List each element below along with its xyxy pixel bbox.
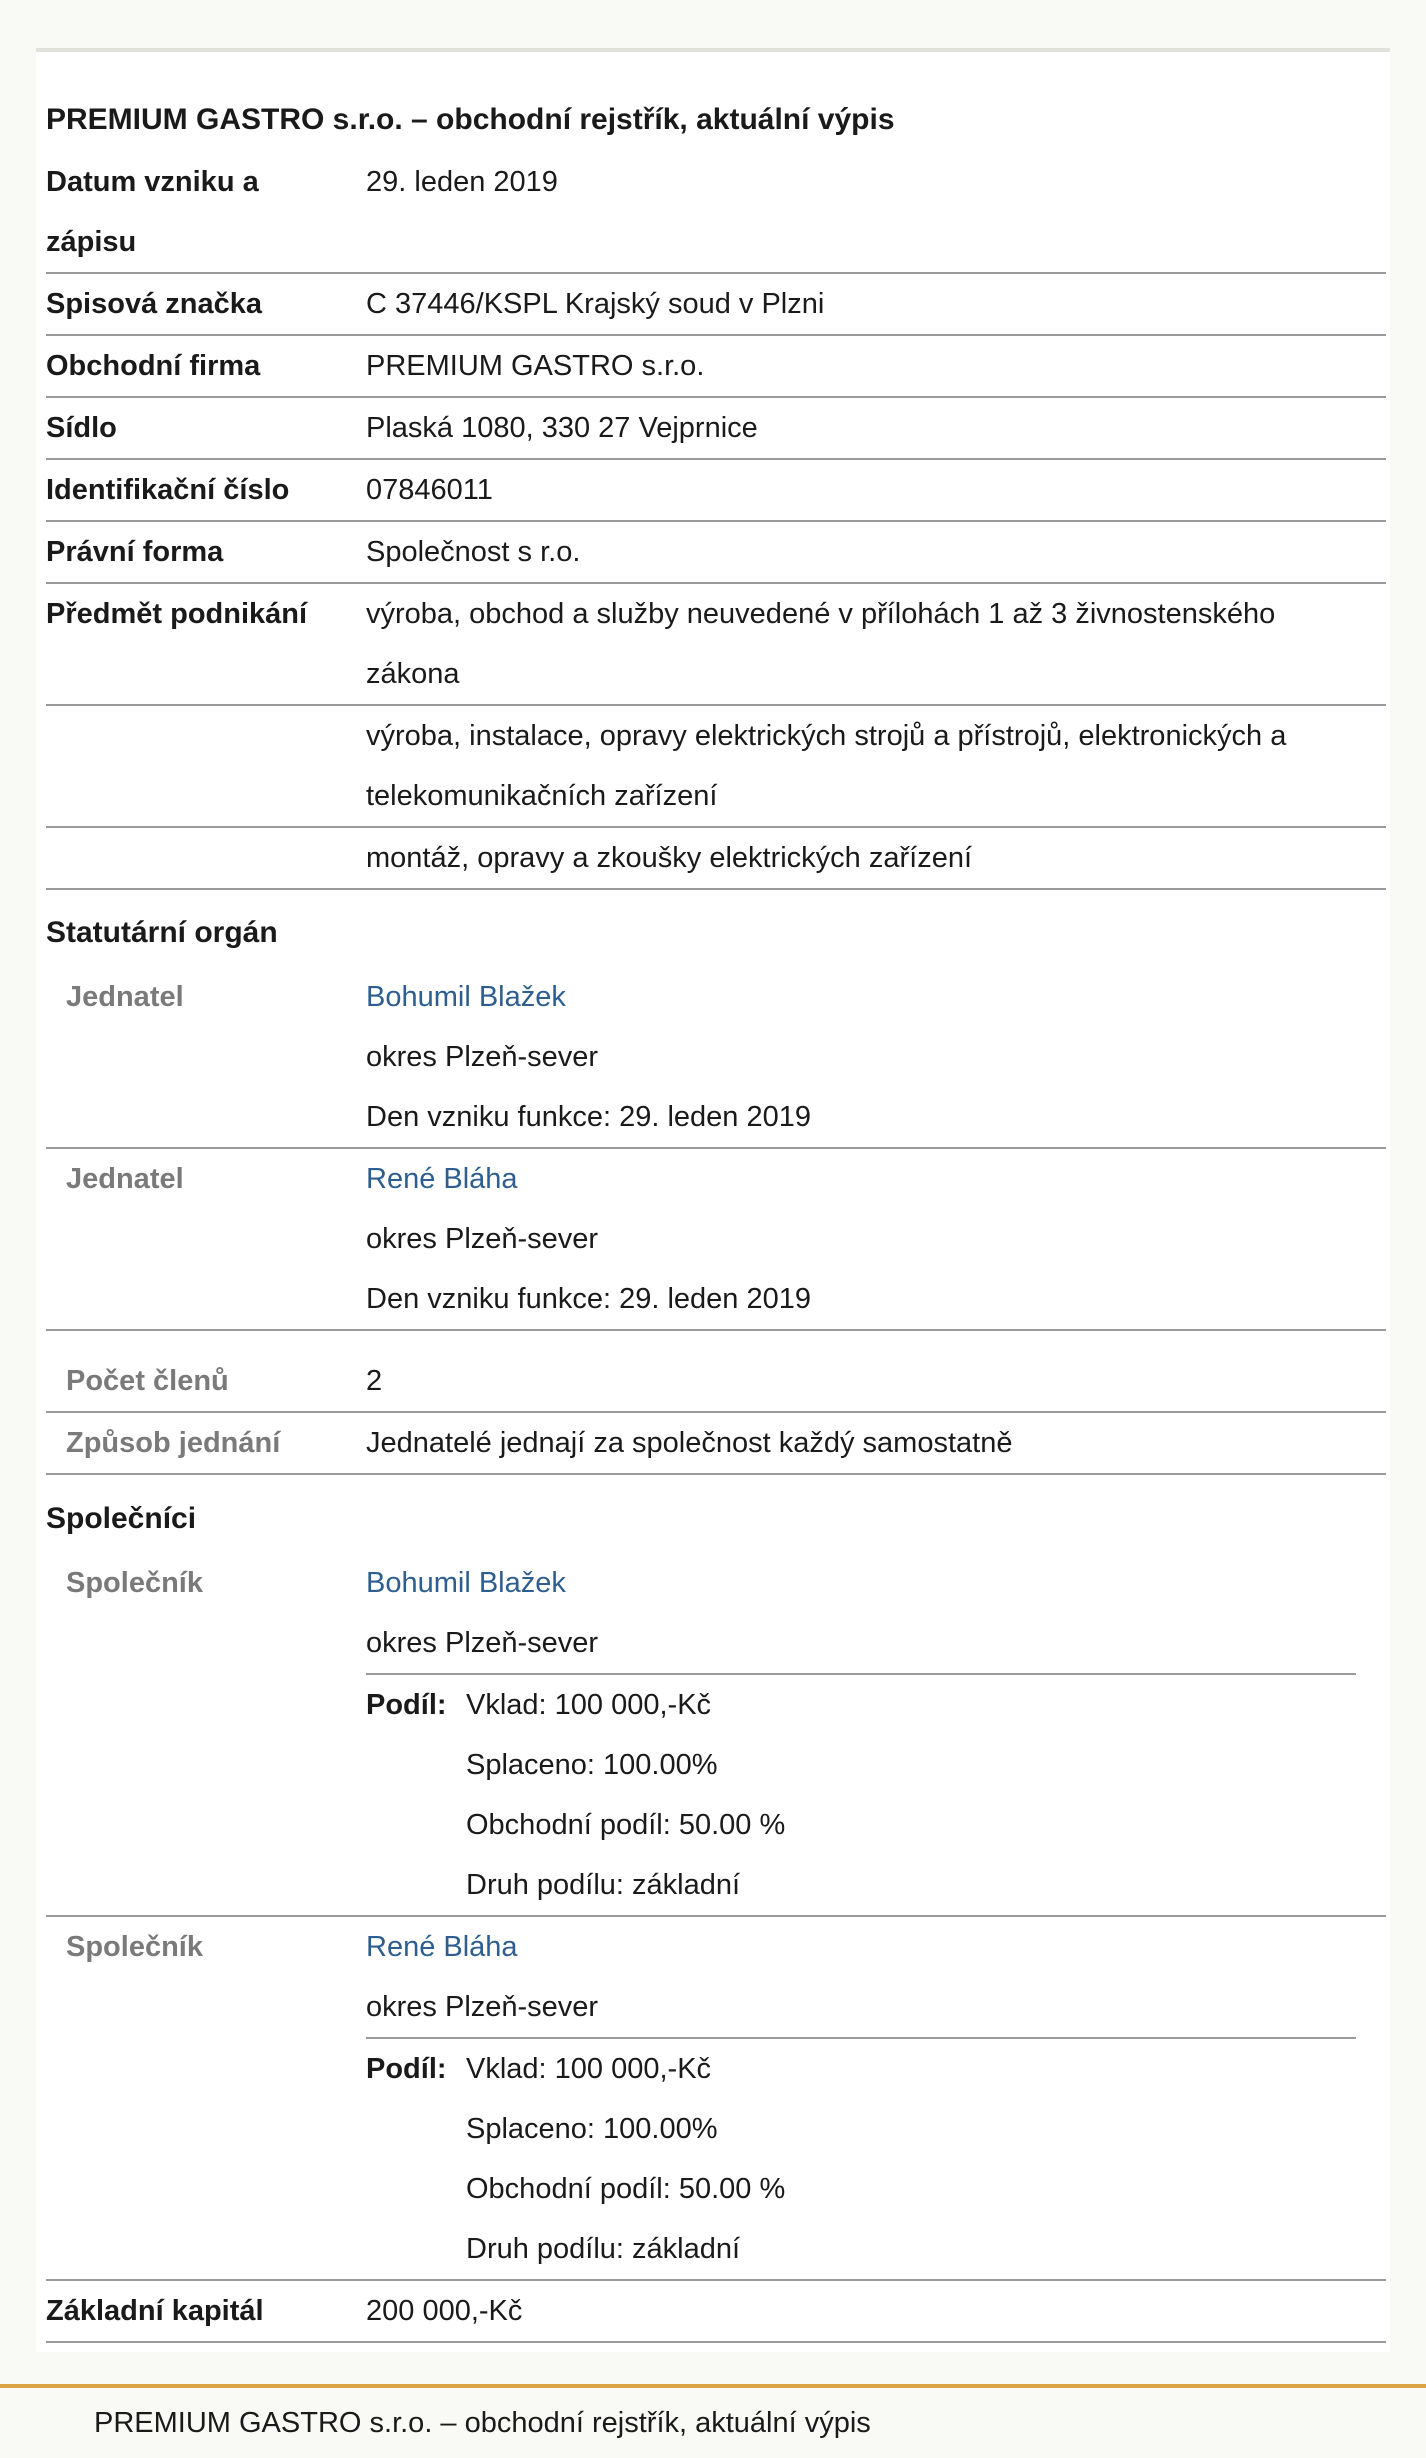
- zpusob-jednani-value: Jednatelé jednají za společnost každý samostatně: [366, 1427, 1013, 1459]
- datum-value: 29. leden 2019: [366, 166, 558, 198]
- statutarni-heading: Statutární orgán: [46, 916, 278, 949]
- footer-divider: [0, 2384, 1426, 2388]
- divider: [46, 520, 1386, 522]
- kapital-label: Základní kapitál: [46, 2295, 264, 2327]
- podil-vklad: Vklad: 100 000,-Kč: [466, 1689, 712, 1721]
- jednatel-district: okres Plzeň-sever: [366, 1223, 599, 1255]
- divider: [46, 1329, 1386, 1331]
- firma-label: Obchodní firma: [46, 350, 261, 382]
- spolecnik-label: Společník: [66, 1567, 203, 1599]
- spisova-value: C 37446/KSPL Krajský soud v Plzni: [366, 288, 825, 320]
- firma-value: PREMIUM GASTRO s.r.o.: [366, 350, 705, 382]
- podil-druh: Druh podílu: základní: [466, 1869, 741, 1901]
- sidlo-value: Plaská 1080, 330 27 Vejprnice: [366, 412, 758, 444]
- datum-label-1: Datum vzniku a: [46, 166, 259, 198]
- spolecnik-district: okres Plzeň-sever: [366, 1627, 599, 1659]
- spolecnik-name-link[interactable]: Bohumil Blažek: [366, 1567, 566, 1599]
- spolecnici-heading: Společníci: [46, 1502, 197, 1535]
- spolecnik-name-link[interactable]: René Bláha: [366, 1931, 518, 1963]
- divider: [46, 1915, 1386, 1917]
- page-title: PREMIUM GASTRO s.r.o. – obchodní rejstřík, aktuální výpis: [46, 103, 895, 136]
- predmet-item-2-line-2: telekomunikačních zařízení: [366, 780, 718, 812]
- predmet-item-3: montáž, opravy a zkoušky elektrických zařízení: [366, 842, 973, 874]
- pocet-clenu-value: 2: [366, 1365, 383, 1397]
- jednatel-since: Den vzniku funkce: 29. leden 2019: [366, 1101, 811, 1133]
- jednatel-name-link[interactable]: Bohumil Blažek: [366, 981, 566, 1013]
- zpusob-jednani-label: Způsob jednání: [66, 1427, 281, 1459]
- ico-value: 07846011: [366, 474, 493, 506]
- podil-splaceno: Splaceno: 100.00%: [466, 2113, 718, 2145]
- forma-label: Právní forma: [46, 536, 224, 568]
- jednatel-label: Jednatel: [66, 1163, 184, 1195]
- footer-text: PREMIUM GASTRO s.r.o. – obchodní rejstřík, aktuální výpis: [94, 2407, 871, 2439]
- podil-splaceno: Splaceno: 100.00%: [466, 1749, 718, 1781]
- predmet-item-1-line-1: výroba, obchod a služby neuvedené v přílohách 1 až 3 živnostenského: [366, 598, 1276, 630]
- divider: [46, 2341, 1386, 2343]
- divider: [46, 888, 1386, 890]
- predmet-label: Předmět podnikání: [46, 598, 308, 630]
- jednatel-label: Jednatel: [66, 981, 184, 1013]
- podil-label: Podíl:: [366, 2053, 447, 2085]
- divider: [46, 1147, 1386, 1149]
- podil-vklad: Vklad: 100 000,-Kč: [466, 2053, 712, 2085]
- sidlo-label: Sídlo: [46, 412, 117, 444]
- divider: [46, 1473, 1386, 1475]
- jednatel-district: okres Plzeň-sever: [366, 1041, 599, 1073]
- kapital-value: 200 000,-Kč: [366, 2295, 523, 2327]
- predmet-item-2-line-1: výroba, instalace, opravy elektrických strojů a přístrojů, elektronických a: [366, 720, 1287, 752]
- jednatel-since: Den vzniku funkce: 29. leden 2019: [366, 1283, 811, 1315]
- jednatel-name-link[interactable]: René Bláha: [366, 1163, 518, 1195]
- ico-label: Identifikační číslo: [46, 474, 290, 506]
- podil-obchodni: Obchodní podíl: 50.00 %: [466, 1809, 786, 1841]
- podil-label: Podíl:: [366, 1689, 447, 1721]
- podil-obchodni: Obchodní podíl: 50.00 %: [466, 2173, 786, 2205]
- spolecnik-district: okres Plzeň-sever: [366, 1991, 599, 2023]
- pocet-clenu-label: Počet členů: [66, 1365, 229, 1397]
- datum-label-2: zápisu: [46, 226, 137, 258]
- forma-value: Společnost s r.o.: [366, 536, 581, 568]
- podil-druh: Druh podílu: základní: [466, 2233, 741, 2265]
- spisova-label: Spisová značka: [46, 288, 262, 320]
- predmet-item-1-line-2: zákona: [366, 658, 460, 690]
- spolecnik-label: Společník: [66, 1931, 203, 1963]
